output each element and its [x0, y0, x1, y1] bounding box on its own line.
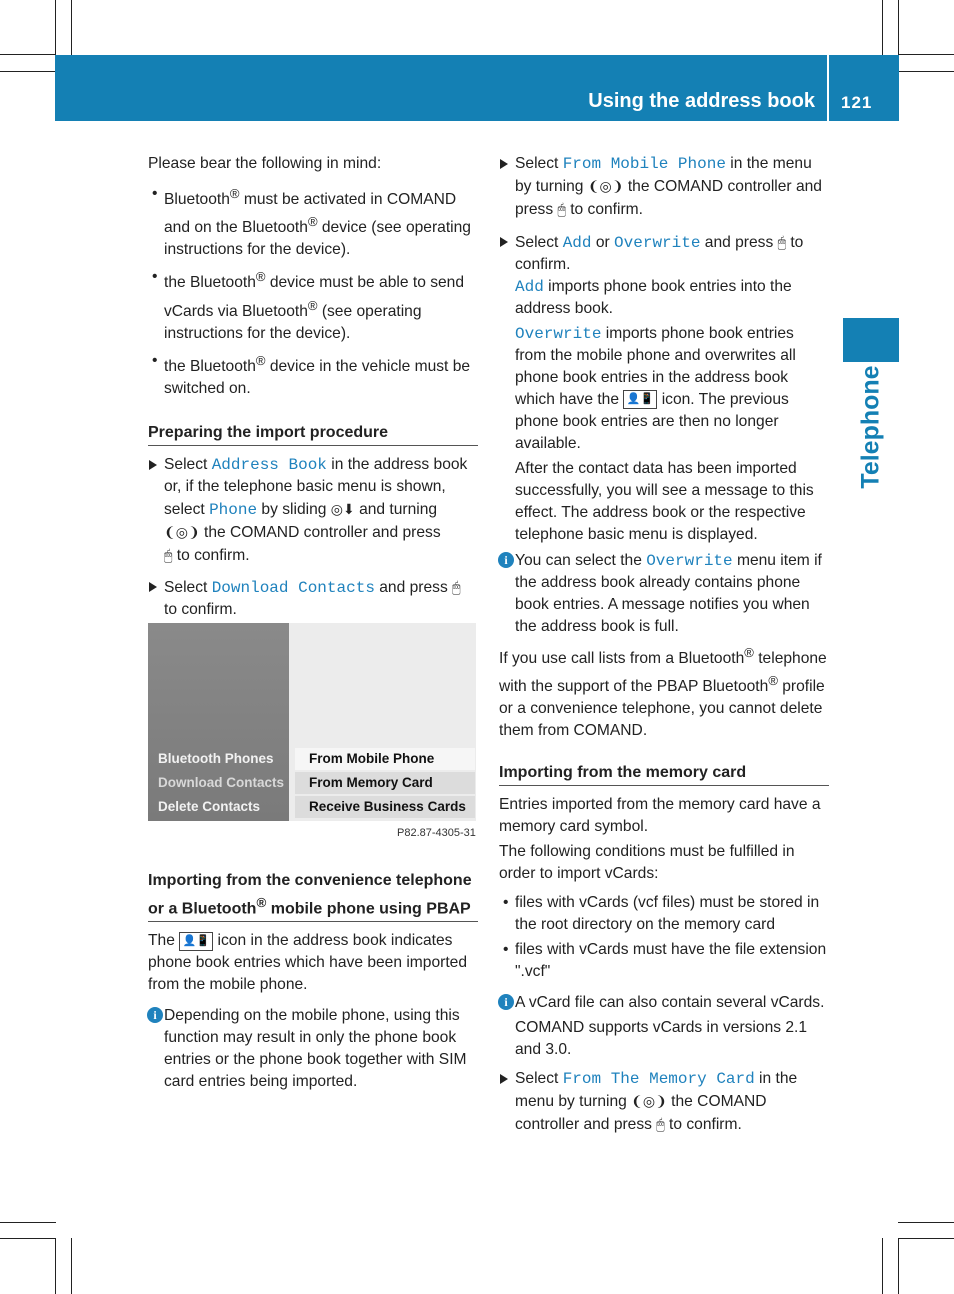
crop-mark: [898, 71, 954, 72]
crop-mark: [71, 0, 72, 56]
phonebook-icon: 👤📱: [623, 390, 657, 409]
comand-screen-image: [148, 623, 476, 821]
side-tab-label: Telephone: [856, 365, 885, 489]
phonebook-icon: 👤📱: [179, 932, 213, 951]
bullet-item: • the Bluetooth® device must be able to send vCards via Bluetooth® (see operating instructions for the device).: [148, 266, 478, 344]
bullet-item: • files with vCards (vcf files) must be stored in the root directory on the memory card: [499, 892, 829, 936]
info-note: i You can select the Overwrite menu item if the address book already contains phone book entries. A message notifies you when the address book is full.: [499, 550, 829, 638]
crop-mark: [0, 71, 56, 72]
left-column: [148, 153, 478, 643]
turn-icon: ❨◎❩: [164, 523, 200, 540]
page-header: [55, 55, 899, 121]
turn-icon: ❨◎❩: [631, 1093, 667, 1110]
paragraph: The 👤📱 icon in the address book indicates phone book entries which have been imported from the mobile phone.: [148, 932, 468, 994]
page-number: 121: [841, 93, 873, 112]
screen-submenu-item: From Memory Card: [295, 772, 475, 794]
crop-mark: [0, 54, 56, 55]
paragraph: COMAND supports vCards in versions 2.1 and 3.0.: [515, 1019, 808, 1059]
crop-mark: [55, 0, 56, 56]
screen-submenu-item: Receive Business Cards: [295, 796, 475, 818]
header-divider: [827, 55, 829, 121]
paragraph: Overwrite imports phone book entries from the mobile phone and overwrites all phone book entries in the address book which have the 👤📱 icon. The previous phone book entries are then no longer available.: [515, 325, 796, 452]
crop-mark: [882, 1238, 883, 1294]
crop-mark: [898, 0, 899, 56]
press-icon: 🖱: [164, 546, 173, 563]
heading-prepare: Preparing the import procedure: [148, 422, 478, 446]
menu-item-add: Add: [562, 234, 592, 252]
slide-icon: ◎⬇: [330, 500, 355, 517]
step-item: Select Address Book in the address book or, if the telephone basic menu is shown, select Phone by sliding ◎⬇ and turning ❨◎❩ the COMAND controller and press 🖱 to confirm.: [148, 454, 478, 567]
crop-mark: [898, 1222, 954, 1223]
crop-mark: [882, 0, 883, 56]
turn-icon: ❨◎❩: [587, 178, 624, 194]
info-note: i Depending on the mobile phone, using this function may result in only the phone book entries or the phone book together with SIM card entries being imported.: [148, 1005, 478, 1093]
menu-item-address-book: Address Book: [211, 455, 327, 474]
side-tab-marker: [843, 318, 899, 362]
bullet-item: • Bluetooth® must be activated in COMAND and on the Bluetooth® device (see operating instructions for the device).: [148, 183, 478, 261]
step-item: Select From The Memory Card in the menu by turning ❨◎❩ the COMAND controller and press 🖱 to confirm.: [499, 1068, 829, 1136]
heading-memory-card: Importing from the memory card: [499, 762, 829, 786]
intro-text: Please bear the following in mind:: [148, 155, 382, 172]
paragraph: Add imports phone book entries into the address book.: [515, 278, 792, 317]
section-title: Using the address book: [588, 90, 815, 112]
screen-left-panel: [148, 623, 289, 821]
step-item: Select Add or Overwrite and press 🖱 to confirm.: [499, 231, 829, 276]
menu-item-from-the-memory-card: From The Memory Card: [562, 1070, 755, 1089]
paragraph: If you use call lists from a Bluetooth® telephone with the support of the PBAP Bluetooth® profile or a convenience telephone, you cannot delete them from COMAND.: [499, 645, 827, 740]
screen-menu-item: Bluetooth Phones: [158, 751, 274, 766]
right-column: [499, 153, 829, 1136]
crop-mark: [0, 1238, 56, 1239]
step-item: Select Download Contacts and press 🖱 to confirm.: [148, 576, 478, 643]
screen-submenu-item: From Mobile Phone: [295, 748, 475, 770]
info-note: i A vCard file can also contain several vCards.: [499, 992, 829, 1014]
crop-mark: [898, 1238, 899, 1294]
menu-item-phone: Phone: [209, 500, 258, 519]
menu-item-overwrite: Overwrite: [614, 234, 701, 252]
bullet-item: • the Bluetooth® device in the vehicle must be switched on.: [148, 350, 478, 400]
paragraph: The following conditions must be fulfilled in order to import vCards:: [499, 843, 795, 883]
paragraph: After the contact data has been imported successfully, you will see a message to this effect. The address book or the respective telephone basic menu is displayed.: [515, 460, 814, 543]
bullet-item: • files with vCards must have the file extension ".vcf": [499, 939, 829, 983]
step-item: Select From Mobile Phone in the menu by turning ❨◎❩ the COMAND controller and press 🖱 to confirm.: [499, 153, 829, 221]
press-icon: 🖱: [656, 1116, 665, 1133]
paragraph: Entries imported from the memory card have a memory card symbol.: [499, 796, 821, 836]
crop-mark: [71, 1238, 72, 1294]
crop-mark: [0, 1222, 56, 1223]
menu-item-download-contacts: Download Contacts: [211, 578, 375, 597]
press-icon: 🖱: [557, 201, 566, 217]
press-icon: 🖱: [777, 234, 787, 250]
screen-menu-item-selected: Download Contacts: [158, 775, 285, 790]
screen-menu-item: Delete Contacts: [158, 799, 261, 814]
image-caption: P82.87-4305-31: [397, 827, 476, 839]
heading-pbap: Importing from the convenience telephone or a Bluetooth® mobile phone using PBAP: [148, 870, 478, 922]
crop-mark: [55, 1238, 56, 1294]
crop-mark: [898, 54, 954, 55]
press-icon: 🖱: [452, 578, 461, 595]
menu-item-from-mobile-phone: From Mobile Phone: [562, 155, 726, 173]
crop-mark: [898, 1238, 954, 1239]
left-column-bottom: [148, 870, 478, 1093]
side-tab: [843, 362, 899, 492]
